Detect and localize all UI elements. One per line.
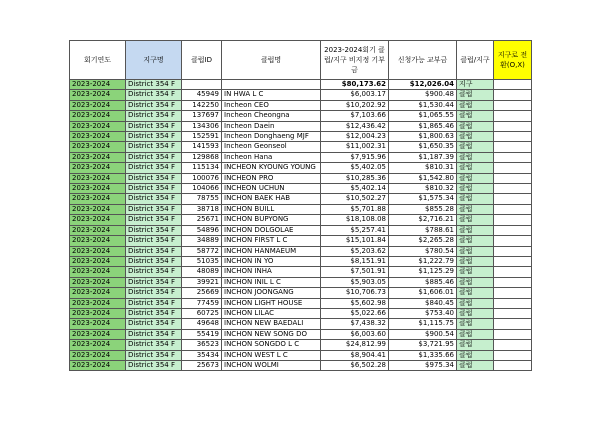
cell-district[interactable]: District 354 F bbox=[126, 350, 182, 360]
cell-district[interactable]: District 354 F bbox=[126, 298, 182, 308]
cell-district[interactable]: District 354 F bbox=[126, 152, 182, 162]
cell-donation[interactable]: $7,915.96 bbox=[321, 152, 389, 162]
header-district[interactable]: 지구명 bbox=[126, 41, 182, 80]
cell-convert[interactable] bbox=[494, 111, 532, 121]
cell-grant[interactable]: $3,721.95 bbox=[389, 340, 457, 350]
cell-club-id[interactable]: 39921 bbox=[182, 277, 222, 287]
cell-convert[interactable] bbox=[494, 184, 532, 194]
cell-club-name[interactable]: INCHON WOLMI bbox=[222, 360, 321, 370]
table-row bbox=[70, 350, 532, 360]
cell-club-name[interactable]: INCHON SONGDO L C bbox=[222, 340, 321, 350]
cell-convert[interactable] bbox=[494, 90, 532, 100]
cell-grant[interactable]: $1,865.46 bbox=[389, 121, 457, 131]
cell-type[interactable]: 클럽 bbox=[457, 267, 494, 277]
cell-year[interactable]: 2023-2024 bbox=[70, 215, 126, 225]
cell-convert[interactable] bbox=[494, 142, 532, 152]
cell-grant[interactable]: $1,335.66 bbox=[389, 350, 457, 360]
cell-club-name[interactable]: Incheon Daein bbox=[222, 121, 321, 131]
cell-type[interactable]: 클럽 bbox=[457, 152, 494, 162]
cell-convert[interactable] bbox=[494, 173, 532, 183]
header-convert[interactable]: 지구로 전환(O,X) bbox=[494, 41, 532, 80]
table-row bbox=[70, 111, 532, 121]
cell-donation[interactable]: $5,203.62 bbox=[321, 246, 389, 256]
cell-club-id[interactable]: 100076 bbox=[182, 173, 222, 183]
header-donation[interactable]: 2023-2024회기 클럽/지구 비지정 기부금 bbox=[321, 41, 389, 80]
cell-year[interactable]: 2023-2024 bbox=[70, 173, 126, 183]
cell-convert[interactable] bbox=[494, 121, 532, 131]
cell-club-name[interactable]: Incheon Donghaeng MJF bbox=[222, 132, 321, 142]
cell-district[interactable]: District 354 F bbox=[126, 329, 182, 339]
cell-type[interactable]: 클럽 bbox=[457, 319, 494, 329]
cell-district[interactable]: District 354 F bbox=[126, 132, 182, 142]
cell-convert[interactable] bbox=[494, 152, 532, 162]
table-row bbox=[70, 308, 532, 318]
cell-convert[interactable] bbox=[494, 204, 532, 214]
cell-year[interactable]: 2023-2024 bbox=[70, 121, 126, 131]
cell-club-name[interactable]: INCHEON PRO bbox=[222, 173, 321, 183]
cell-year[interactable]: 2023-2024 bbox=[70, 319, 126, 329]
cell-grant[interactable]: $810.32 bbox=[389, 184, 457, 194]
cell-type[interactable]: 클럽 bbox=[457, 298, 494, 308]
cell-convert[interactable] bbox=[494, 225, 532, 235]
table-row bbox=[70, 90, 532, 100]
cell-club-name[interactable]: INCHEON UCHUN bbox=[222, 184, 321, 194]
cell-club-id[interactable]: 36523 bbox=[182, 340, 222, 350]
cell-club-id[interactable]: 129868 bbox=[182, 152, 222, 162]
table-body bbox=[70, 80, 532, 371]
table-row bbox=[70, 142, 532, 152]
cell-year[interactable]: 2023-2024 bbox=[70, 256, 126, 266]
cell-club-name[interactable]: IN HWA L C bbox=[222, 90, 321, 100]
cell-donation[interactable]: $5,402.14 bbox=[321, 184, 389, 194]
cell-district[interactable]: District 354 F bbox=[126, 360, 182, 370]
cell-grant[interactable]: $1,800.63 bbox=[389, 132, 457, 142]
cell-club-name[interactable]: INCHEON KYOUNG YOUNG bbox=[222, 163, 321, 173]
cell-convert[interactable] bbox=[494, 319, 532, 329]
donation-grant-table bbox=[69, 40, 532, 371]
cell-club-id[interactable]: 35434 bbox=[182, 350, 222, 360]
cell-club-id[interactable]: 115134 bbox=[182, 163, 222, 173]
cell-club-id[interactable]: 104066 bbox=[182, 184, 222, 194]
header-grant[interactable]: 신청가능 교부금 bbox=[389, 41, 457, 80]
cell-convert[interactable] bbox=[494, 340, 532, 350]
table-row bbox=[70, 80, 532, 90]
cell-donation[interactable]: $7,438.32 bbox=[321, 319, 389, 329]
cell-district[interactable]: District 354 F bbox=[126, 246, 182, 256]
cell-type[interactable]: 클럽 bbox=[457, 121, 494, 131]
cell-type[interactable]: 클럽 bbox=[457, 340, 494, 350]
cell-donation[interactable]: $5,257.41 bbox=[321, 225, 389, 235]
cell-club-id[interactable]: 25673 bbox=[182, 360, 222, 370]
cell-club-id[interactable]: 142250 bbox=[182, 100, 222, 110]
cell-convert[interactable] bbox=[494, 100, 532, 110]
header-year[interactable]: 회기연도 bbox=[70, 41, 126, 80]
cell-convert[interactable] bbox=[494, 246, 532, 256]
header-type[interactable]: 클럽/지구 bbox=[457, 41, 494, 80]
cell-type[interactable]: 클럽 bbox=[457, 329, 494, 339]
cell-year[interactable]: 2023-2024 bbox=[70, 100, 126, 110]
cell-type[interactable]: 클럽 bbox=[457, 215, 494, 225]
cell-donation[interactable]: $10,202.92 bbox=[321, 100, 389, 110]
table-row bbox=[70, 267, 532, 277]
cell-club-name[interactable]: Incheon Geonseol bbox=[222, 142, 321, 152]
cell-grant[interactable]: $12,026.04 bbox=[389, 80, 457, 90]
cell-donation[interactable]: $18,108.08 bbox=[321, 215, 389, 225]
cell-club-id[interactable]: 55419 bbox=[182, 329, 222, 339]
cell-district[interactable]: District 354 F bbox=[126, 340, 182, 350]
cell-donation[interactable]: $11,002.31 bbox=[321, 142, 389, 152]
cell-district[interactable]: District 354 F bbox=[126, 225, 182, 235]
cell-club-name[interactable]: INCHON FIRST L C bbox=[222, 236, 321, 246]
table-row bbox=[70, 329, 532, 339]
cell-club-id[interactable]: 141593 bbox=[182, 142, 222, 152]
table-row bbox=[70, 163, 532, 173]
table-row bbox=[70, 246, 532, 256]
cell-year[interactable]: 2023-2024 bbox=[70, 246, 126, 256]
table-row bbox=[70, 340, 532, 350]
table-row bbox=[70, 288, 532, 298]
cell-year[interactable]: 2023-2024 bbox=[70, 329, 126, 339]
cell-grant[interactable]: $900.48 bbox=[389, 90, 457, 100]
cell-type[interactable]: 클럽 bbox=[457, 142, 494, 152]
cell-year[interactable]: 2023-2024 bbox=[70, 80, 126, 90]
cell-club-name[interactable]: INCHON BUPYONG bbox=[222, 215, 321, 225]
cell-year[interactable]: 2023-2024 bbox=[70, 142, 126, 152]
cell-district[interactable]: District 354 F bbox=[126, 142, 182, 152]
table-row bbox=[70, 194, 532, 204]
table-row bbox=[70, 184, 532, 194]
cell-grant[interactable]: $900.54 bbox=[389, 329, 457, 339]
cell-grant[interactable]: $753.40 bbox=[389, 308, 457, 318]
cell-district[interactable]: District 354 F bbox=[126, 163, 182, 173]
cell-district[interactable]: District 354 F bbox=[126, 121, 182, 131]
table-row bbox=[70, 360, 532, 370]
cell-type[interactable]: 클럽 bbox=[457, 288, 494, 298]
cell-donation[interactable]: $15,101.84 bbox=[321, 236, 389, 246]
cell-year[interactable]: 2023-2024 bbox=[70, 267, 126, 277]
cell-donation[interactable]: $5,701.88 bbox=[321, 204, 389, 214]
cell-club-name[interactable]: INCHON INHA bbox=[222, 267, 321, 277]
cell-donation[interactable]: $5,022.66 bbox=[321, 308, 389, 318]
cell-grant[interactable]: $975.34 bbox=[389, 360, 457, 370]
cell-district[interactable]: District 354 F bbox=[126, 277, 182, 287]
cell-type[interactable]: 지구 bbox=[457, 80, 494, 90]
cell-donation[interactable]: $5,602.98 bbox=[321, 298, 389, 308]
cell-type[interactable]: 클럽 bbox=[457, 90, 494, 100]
cell-donation[interactable]: $8,151.91 bbox=[321, 256, 389, 266]
cell-donation[interactable]: $24,812.99 bbox=[321, 340, 389, 350]
cell-year[interactable]: 2023-2024 bbox=[70, 308, 126, 318]
cell-club-name[interactable]: INCHON INIL L C bbox=[222, 277, 321, 287]
cell-year[interactable]: 2023-2024 bbox=[70, 163, 126, 173]
cell-donation[interactable]: $12,004.23 bbox=[321, 132, 389, 142]
cell-district[interactable]: District 354 F bbox=[126, 256, 182, 266]
cell-district[interactable]: District 354 F bbox=[126, 80, 182, 90]
cell-convert[interactable] bbox=[494, 329, 532, 339]
cell-club-id[interactable]: 58772 bbox=[182, 246, 222, 256]
cell-year[interactable]: 2023-2024 bbox=[70, 277, 126, 287]
cell-club-name[interactable]: Incheon Hana bbox=[222, 152, 321, 162]
cell-club-id[interactable]: 49648 bbox=[182, 319, 222, 329]
cell-district[interactable]: District 354 F bbox=[126, 215, 182, 225]
table-row bbox=[70, 204, 532, 214]
cell-grant[interactable]: $1,125.29 bbox=[389, 267, 457, 277]
cell-type[interactable]: 클럽 bbox=[457, 360, 494, 370]
cell-year[interactable]: 2023-2024 bbox=[70, 132, 126, 142]
cell-club-id[interactable] bbox=[182, 80, 222, 90]
cell-grant[interactable]: $840.45 bbox=[389, 298, 457, 308]
cell-convert[interactable] bbox=[494, 80, 532, 90]
cell-year[interactable]: 2023-2024 bbox=[70, 204, 126, 214]
cell-donation[interactable]: $10,285.36 bbox=[321, 173, 389, 183]
table-row bbox=[70, 319, 532, 329]
cell-year[interactable]: 2023-2024 bbox=[70, 350, 126, 360]
cell-grant[interactable]: $1,530.44 bbox=[389, 100, 457, 110]
cell-year[interactable]: 2023-2024 bbox=[70, 111, 126, 121]
cell-club-id[interactable]: 25671 bbox=[182, 215, 222, 225]
cell-type[interactable]: 클럽 bbox=[457, 204, 494, 214]
cell-district[interactable]: District 354 F bbox=[126, 319, 182, 329]
cell-type[interactable]: 클럽 bbox=[457, 256, 494, 266]
cell-type[interactable]: 클럽 bbox=[457, 163, 494, 173]
cell-type[interactable]: 클럽 bbox=[457, 111, 494, 121]
cell-type[interactable]: 클럽 bbox=[457, 225, 494, 235]
cell-year[interactable]: 2023-2024 bbox=[70, 236, 126, 246]
cell-type[interactable]: 클럽 bbox=[457, 100, 494, 110]
cell-club-name[interactable]: INCHON JOONGANG bbox=[222, 288, 321, 298]
table-row bbox=[70, 236, 532, 246]
cell-year[interactable]: 2023-2024 bbox=[70, 90, 126, 100]
cell-convert[interactable] bbox=[494, 360, 532, 370]
cell-year[interactable]: 2023-2024 bbox=[70, 152, 126, 162]
cell-grant[interactable]: $2,265.28 bbox=[389, 236, 457, 246]
cell-club-name[interactable]: INCHON WEST L C bbox=[222, 350, 321, 360]
cell-district[interactable]: District 354 F bbox=[126, 90, 182, 100]
cell-district[interactable]: District 354 F bbox=[126, 184, 182, 194]
cell-year[interactable]: 2023-2024 bbox=[70, 340, 126, 350]
cell-donation[interactable]: $7,103.66 bbox=[321, 111, 389, 121]
cell-club-name[interactable]: Incheon CEO bbox=[222, 100, 321, 110]
cell-type[interactable]: 클럽 bbox=[457, 173, 494, 183]
cell-club-id[interactable]: 45949 bbox=[182, 90, 222, 100]
cell-donation[interactable]: $5,402.05 bbox=[321, 163, 389, 173]
cell-donation[interactable]: $80,173.62 bbox=[321, 80, 389, 90]
cell-year[interactable]: 2023-2024 bbox=[70, 225, 126, 235]
cell-grant[interactable]: $1,222.79 bbox=[389, 256, 457, 266]
cell-convert[interactable] bbox=[494, 288, 532, 298]
cell-district[interactable]: District 354 F bbox=[126, 173, 182, 183]
cell-club-name[interactable]: INCHON NEW SONG DO bbox=[222, 329, 321, 339]
cell-district[interactable]: District 354 F bbox=[126, 111, 182, 121]
cell-club-id[interactable]: 78755 bbox=[182, 194, 222, 204]
cell-type[interactable]: 클럽 bbox=[457, 246, 494, 256]
cell-donation[interactable]: $10,706.73 bbox=[321, 288, 389, 298]
cell-club-id[interactable]: 34889 bbox=[182, 236, 222, 246]
cell-club-name[interactable]: INCHON DOLGOLAE bbox=[222, 225, 321, 235]
table-row bbox=[70, 298, 532, 308]
cell-grant[interactable]: $1,115.75 bbox=[389, 319, 457, 329]
cell-grant[interactable]: $2,716.21 bbox=[389, 215, 457, 225]
cell-district[interactable]: District 354 F bbox=[126, 194, 182, 204]
cell-grant[interactable]: $885.46 bbox=[389, 277, 457, 287]
table-row bbox=[70, 132, 532, 142]
cell-type[interactable]: 클럽 bbox=[457, 236, 494, 246]
cell-club-id[interactable]: 152591 bbox=[182, 132, 222, 142]
cell-donation[interactable]: $8,904.41 bbox=[321, 350, 389, 360]
cell-grant[interactable]: $1,650.35 bbox=[389, 142, 457, 152]
cell-club-id[interactable]: 51035 bbox=[182, 256, 222, 266]
cell-convert[interactable] bbox=[494, 163, 532, 173]
cell-club-name[interactable]: INCHON IN YO bbox=[222, 256, 321, 266]
cell-grant[interactable]: $1,542.80 bbox=[389, 173, 457, 183]
cell-grant[interactable]: $788.61 bbox=[389, 225, 457, 235]
cell-convert[interactable] bbox=[494, 277, 532, 287]
cell-donation[interactable]: $6,003.17 bbox=[321, 90, 389, 100]
cell-district[interactable]: District 354 F bbox=[126, 236, 182, 246]
cell-district[interactable]: District 354 F bbox=[126, 204, 182, 214]
cell-club-name[interactable]: INCHON BAEK HAB bbox=[222, 194, 321, 204]
header-club-id[interactable]: 클럽ID bbox=[182, 41, 222, 80]
table-row bbox=[70, 173, 532, 183]
cell-club-id[interactable]: 25669 bbox=[182, 288, 222, 298]
cell-convert[interactable] bbox=[494, 236, 532, 246]
table-row bbox=[70, 121, 532, 131]
table-row bbox=[70, 256, 532, 266]
cell-donation[interactable]: $5,903.05 bbox=[321, 277, 389, 287]
cell-district[interactable]: District 354 F bbox=[126, 267, 182, 277]
cell-club-id[interactable]: 134306 bbox=[182, 121, 222, 131]
cell-club-id[interactable]: 60725 bbox=[182, 308, 222, 318]
cell-grant[interactable]: $1,606.01 bbox=[389, 288, 457, 298]
cell-district[interactable]: District 354 F bbox=[126, 288, 182, 298]
table-row bbox=[70, 277, 532, 287]
cell-convert[interactable] bbox=[494, 194, 532, 204]
table-row bbox=[70, 215, 532, 225]
cell-donation[interactable]: $12,436.42 bbox=[321, 121, 389, 131]
table-row bbox=[70, 152, 532, 162]
table-row bbox=[70, 100, 532, 110]
cell-type[interactable]: 클럽 bbox=[457, 277, 494, 287]
cell-club-id[interactable]: 77459 bbox=[182, 298, 222, 308]
header-club-name[interactable]: 클럽명 bbox=[222, 41, 321, 80]
cell-convert[interactable] bbox=[494, 267, 532, 277]
cell-grant[interactable]: $1,065.55 bbox=[389, 111, 457, 121]
cell-year[interactable]: 2023-2024 bbox=[70, 288, 126, 298]
cell-convert[interactable] bbox=[494, 132, 532, 142]
cell-donation[interactable]: $6,003.60 bbox=[321, 329, 389, 339]
cell-club-name[interactable]: INCHON LIGHT HOUSE bbox=[222, 298, 321, 308]
cell-donation[interactable]: $10,502.27 bbox=[321, 194, 389, 204]
cell-grant[interactable]: $810.31 bbox=[389, 163, 457, 173]
cell-convert[interactable] bbox=[494, 350, 532, 360]
cell-convert[interactable] bbox=[494, 256, 532, 266]
cell-club-id[interactable]: 48089 bbox=[182, 267, 222, 277]
cell-year[interactable]: 2023-2024 bbox=[70, 298, 126, 308]
cell-club-name[interactable] bbox=[222, 80, 321, 90]
cell-grant[interactable]: $855.28 bbox=[389, 204, 457, 214]
cell-convert[interactable] bbox=[494, 308, 532, 318]
table-row bbox=[70, 225, 532, 235]
cell-district[interactable]: District 354 F bbox=[126, 308, 182, 318]
cell-year[interactable]: 2023-2024 bbox=[70, 184, 126, 194]
cell-district[interactable]: District 354 F bbox=[126, 100, 182, 110]
cell-club-name[interactable]: INCHON HANMAEUM bbox=[222, 246, 321, 256]
cell-year[interactable]: 2023-2024 bbox=[70, 194, 126, 204]
header-row bbox=[70, 41, 532, 80]
cell-type[interactable]: 클럽 bbox=[457, 350, 494, 360]
cell-club-name[interactable]: Incheon Cheongna bbox=[222, 111, 321, 121]
cell-type[interactable]: 클럽 bbox=[457, 184, 494, 194]
cell-type[interactable]: 클럽 bbox=[457, 132, 494, 142]
cell-type[interactable]: 클럽 bbox=[457, 308, 494, 318]
cell-donation[interactable]: $7,501.91 bbox=[321, 267, 389, 277]
cell-type[interactable]: 클럽 bbox=[457, 194, 494, 204]
cell-grant[interactable]: $1,575.34 bbox=[389, 194, 457, 204]
cell-convert[interactable] bbox=[494, 298, 532, 308]
cell-year[interactable]: 2023-2024 bbox=[70, 360, 126, 370]
cell-club-name[interactable]: INCHON NEW BAEDALI bbox=[222, 319, 321, 329]
cell-grant[interactable]: $780.54 bbox=[389, 246, 457, 256]
cell-club-id[interactable]: 54896 bbox=[182, 225, 222, 235]
cell-donation[interactable]: $6,502.28 bbox=[321, 360, 389, 370]
cell-club-id[interactable]: 137697 bbox=[182, 111, 222, 121]
cell-grant[interactable]: $1,187.39 bbox=[389, 152, 457, 162]
cell-convert[interactable] bbox=[494, 215, 532, 225]
cell-club-id[interactable]: 38718 bbox=[182, 204, 222, 214]
cell-club-name[interactable]: INCHON BUILL bbox=[222, 204, 321, 214]
cell-club-name[interactable]: INCHON LILAC bbox=[222, 308, 321, 318]
